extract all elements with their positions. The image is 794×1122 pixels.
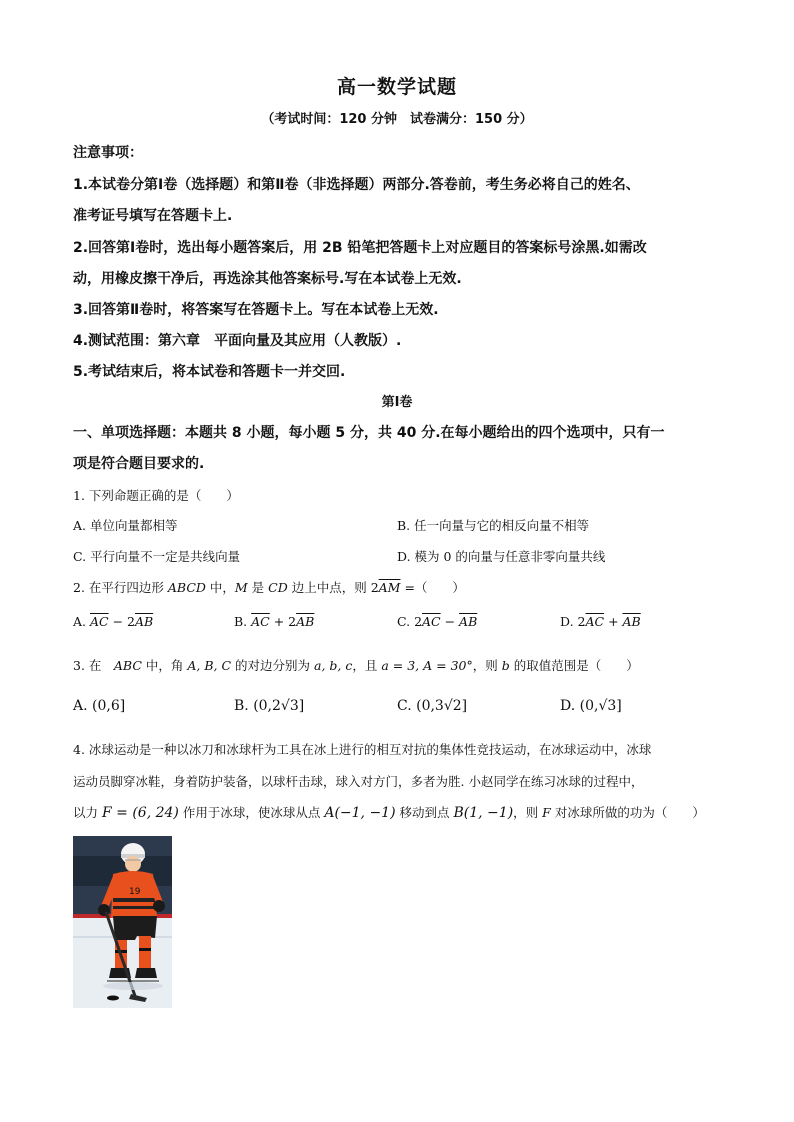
q3-text-3: 的对边分别为: [231, 658, 314, 673]
q4-text-4: ，则: [513, 805, 543, 820]
q3-b: b: [501, 658, 510, 673]
question-4-line-2: 运动员脚穿冰鞋，身着防护装备，以球杆击球，球入对方门，多者为胜. 小赵同学在练习冰球的过程中，: [73, 774, 644, 789]
q2-text-2: 中，: [205, 580, 235, 595]
note-2-line-2: 动，用橡皮擦干净后，再选涂其他答案标号.写在本试卷上无效.: [73, 271, 462, 287]
question-4-line-1: 4. 冰球运动是一种以冰刀和冰球杆为工具在冰上进行的相互对抗的集体性竞技运动，在冰球运动中，冰球: [73, 742, 652, 757]
question-3-option-c: C. (0,3√2]: [397, 698, 468, 714]
q2b-vector-1: $\overline{AC}$: [251, 614, 270, 629]
question-2-option-a: [73, 614, 153, 629]
q3-angles: A, B, C: [187, 658, 232, 673]
q4-text-3: 移动到点: [395, 805, 454, 820]
q4-point-b: B(1, −1): [453, 805, 514, 821]
q2-text-3: 是: [247, 580, 269, 595]
q2a-vector-1: $\overline{AC}$: [90, 614, 109, 629]
q2-text-1: 2. 在平行四边形: [73, 580, 168, 595]
note-3: 3.回答第Ⅱ卷时，将答案写在答题卡上。写在本试卷上无效.: [73, 302, 439, 318]
section-1-line-2: 项是符合题目要求的.: [73, 456, 205, 472]
q2-vector-am: $\overline{AM}$: [378, 580, 401, 595]
q2c-op: −: [440, 614, 460, 629]
section-1-line-1: 一、单项选择题：本题共 8 小题，每小题 5 分，共 40 分.在每小题给出的四个选项中，只有一: [73, 425, 665, 441]
q2d-vector-2: $\overline{AB}$: [622, 614, 641, 629]
note-2-line-1: 2.回答第Ⅰ卷时，选出每小题答案后，用 2B 铅笔把答题卡上对应题目的答案标号涂黑.如需改: [73, 240, 647, 256]
question-1-option-b: B. 任一向量与它的相反向量不相等: [397, 518, 590, 533]
question-1-stem: 1. 下列命题正确的是（ ）: [73, 488, 239, 503]
q2c-pre: 2: [414, 614, 423, 629]
jersey-number: 19: [129, 887, 141, 897]
note-1-line-1: 1.本试卷分第Ⅰ卷（选择题）和第Ⅱ卷（非选择题）两部分.答卷前，考生务必将自己的姓名、: [73, 177, 640, 193]
q2-coef: 2: [370, 580, 379, 595]
question-3-option-d: D. (0,√3]: [560, 698, 622, 714]
q3-text-5: ，则: [472, 658, 502, 673]
q2b-vector-2: $\overline{AB}$: [296, 614, 315, 629]
q3-condition: a = 3, A = 30°: [381, 658, 473, 673]
notes-heading: 注意事项：: [73, 145, 143, 161]
q4-f: F: [542, 805, 551, 820]
question-4-line-3: [73, 803, 705, 821]
question-1-option-d: D. 模为 0 的向量与任意非零向量共线: [397, 549, 606, 564]
question-2-option-b: [234, 614, 314, 629]
q2d-vector-1: $\overline{AC}$: [585, 614, 605, 629]
q3-triangle: ABC: [113, 658, 142, 673]
q2a-vector-2: $\overline{AB}$: [134, 614, 154, 629]
question-3-option-a: A. (0,6]: [73, 698, 126, 714]
q2d-op: +: [604, 614, 623, 629]
page-title: 高一数学试题: [336, 76, 457, 98]
q2-text-end: =（ ）: [400, 580, 465, 595]
q4-text-1: 以力: [73, 805, 102, 820]
question-2-option-d: [560, 614, 641, 629]
q2d-pre: 2: [577, 614, 586, 629]
q2d-label: D.: [560, 614, 574, 629]
q3-sides: a, b, c: [314, 658, 353, 673]
q2c-vector-1: $\overline{AC}$: [422, 614, 441, 629]
q4-point-a: A(−1, −1): [324, 805, 396, 821]
question-2-stem: [73, 578, 465, 596]
note-1-line-2: 准考证号填写在答题卡上.: [73, 208, 233, 224]
q3-text-4: ，且: [352, 658, 382, 673]
q2-point-m: M: [234, 580, 248, 595]
note-4: 4.测试范围：第六章 平面向量及其应用（人教版）.: [73, 333, 402, 349]
q3-text-end: 的取值范围是（ ）: [509, 658, 639, 673]
q2a-op: − 2: [108, 614, 135, 629]
exam-subtitle: （考试时间：120 分钟 试卷满分：150 分）: [261, 112, 533, 127]
question-1-option-c: C. 平行向量不一定是共线向量: [73, 549, 241, 564]
volume-heading: 第Ⅰ卷: [381, 395, 413, 410]
q4-text-end: 对冰球所做的功为（ ）: [550, 805, 705, 820]
ice-hockey-player-photo: [73, 836, 172, 1008]
q2c-vector-2: $\overline{AB}$: [459, 614, 478, 629]
ice-hockey-player-icon: [73, 836, 172, 1008]
q2a-label: A.: [73, 614, 87, 629]
q3-text-1: 3. 在: [73, 658, 114, 673]
note-5: 5.考试结束后，将本试卷和答题卡一并交回.: [73, 364, 346, 380]
q4-force: F = (6, 24): [101, 805, 179, 821]
q2c-label: C.: [397, 614, 411, 629]
q2b-label: B.: [234, 614, 248, 629]
question-3-option-b: B. (0,2√3]: [234, 698, 305, 714]
question-3-stem: [73, 656, 639, 674]
q2b-op: + 2: [269, 614, 297, 629]
q2-parallelogram: ABCD: [167, 580, 206, 595]
q3-text-2: 中，角: [141, 658, 188, 673]
question-1-option-a: A. 单位向量都相等: [73, 518, 178, 533]
q2-text-4: 边上中点，则: [287, 580, 371, 595]
q4-text-2: 作用于冰球，使冰球从点: [178, 805, 325, 820]
q2-side-cd: CD: [268, 580, 288, 595]
question-2-option-c: [397, 614, 477, 629]
